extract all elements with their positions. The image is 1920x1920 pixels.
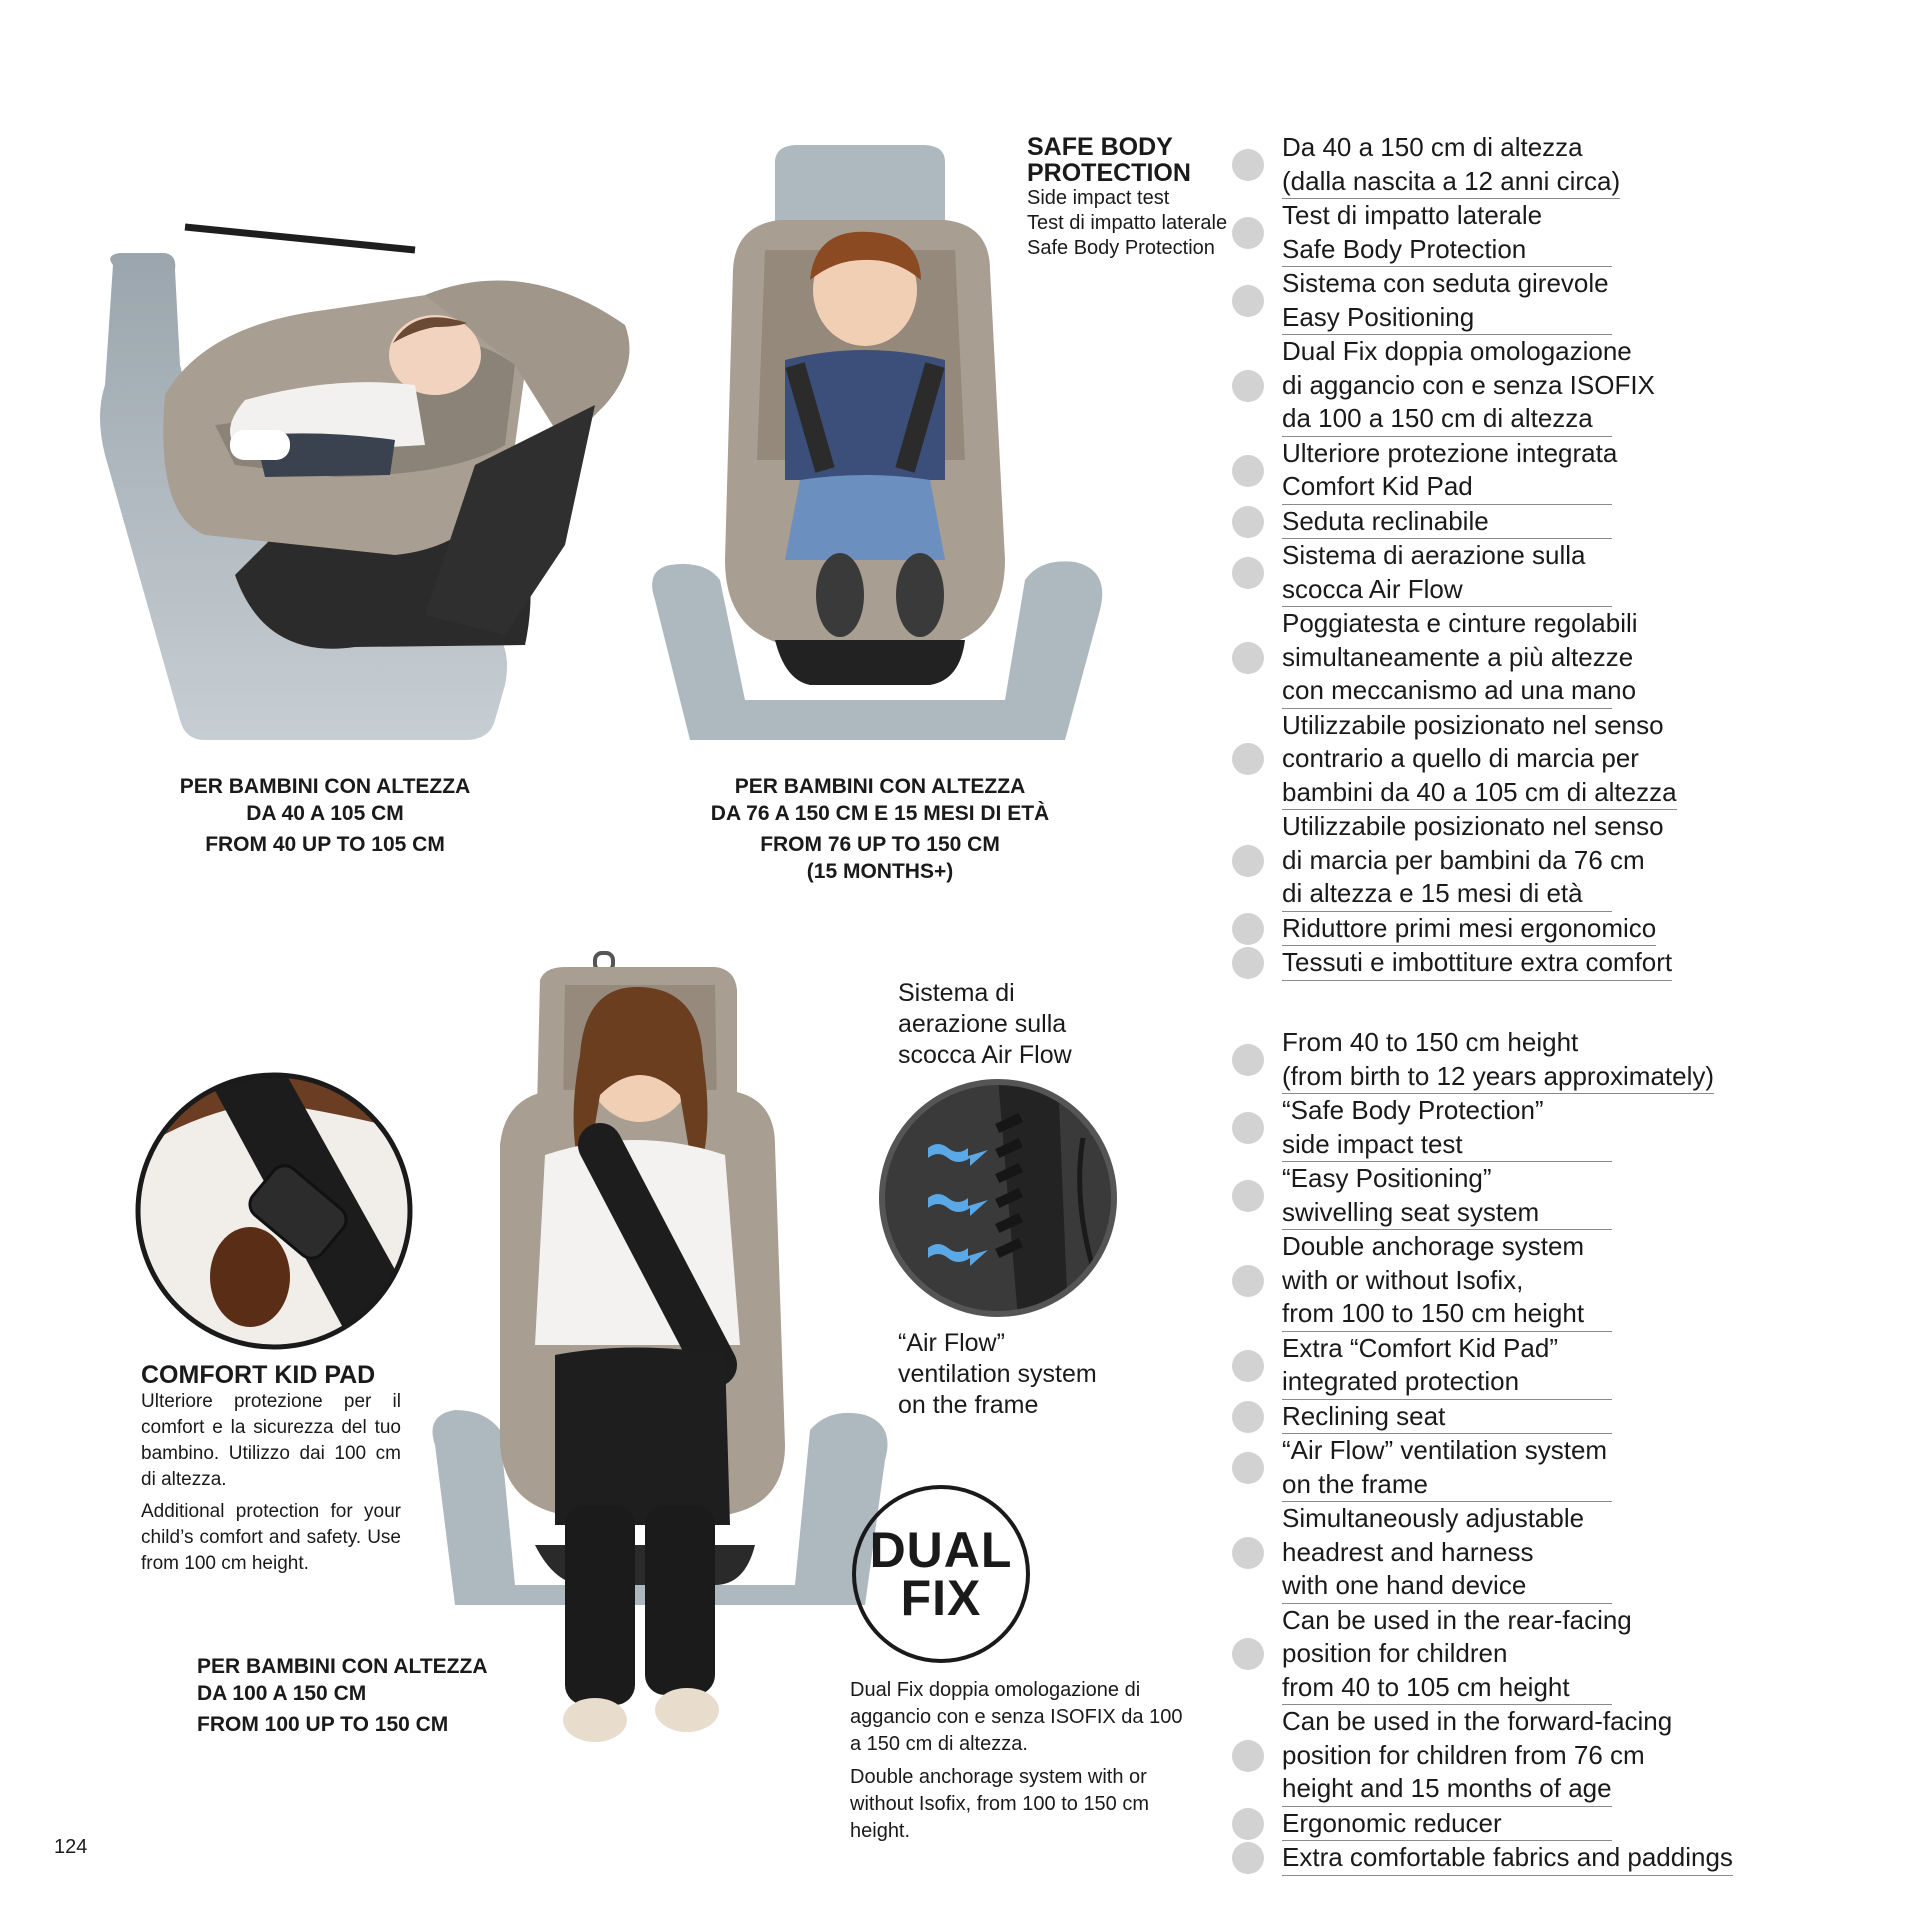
- comfort-kid-pad-photo: [135, 1072, 413, 1350]
- feature-text: Utilizzabile posizionato nel senso: [1282, 811, 1664, 841]
- feature-item: [1282, 1230, 1802, 1332]
- feature-text: (dalla nascita a 12 anni circa): [1282, 165, 1620, 200]
- bullet-dot-icon: [1232, 370, 1264, 402]
- feature-text: on the frame: [1282, 1468, 1612, 1503]
- dual-fix-text-en: Double anchorage system with or without Isofix, from 100 to 150 cm height.: [850, 1766, 1150, 1842]
- comfort-kid-text-it: Ulteriore protezione per il comfort e la sicurezza del tuo bambino. Utilizzo dai 100 cm di altezza.: [141, 1391, 401, 1490]
- feature-text: simultaneamente a più altezze: [1282, 641, 1634, 672]
- caption-booster-line-1: PER BAMBINI CON ALTEZZA: [197, 1655, 488, 1678]
- bullet-dot-icon: [1232, 1537, 1264, 1569]
- feature-item: [1282, 1434, 1802, 1502]
- feature-item: [1282, 1604, 1802, 1706]
- feature-text: Test di impatto laterale: [1282, 200, 1543, 230]
- air-flow-illustration: [878, 1078, 1118, 1318]
- caption-forward-line-4: (15 MONTHS+): [806, 860, 954, 883]
- feature-text: contrario a quello di marcia per: [1282, 743, 1639, 773]
- comfort-kid-title: COMFORT KID PAD: [141, 1361, 376, 1389]
- feature-text: Utilizzabile posizionato nel senso: [1282, 709, 1664, 740]
- feature-text: position for children from 76 cm: [1282, 1739, 1645, 1770]
- bullet-dot-icon: [1232, 217, 1264, 249]
- air-flow-text-en: [898, 1328, 1097, 1421]
- caption-rear-line-2: DA 40 A 105 CM: [246, 802, 404, 825]
- feature-text: Dual Fix doppia omologazione: [1282, 336, 1632, 366]
- caption-forward-line-3: FROM 76 UP TO 150 CM: [760, 833, 1000, 856]
- bullet-dot-icon: [1232, 1350, 1264, 1382]
- feature-item: [1282, 335, 1802, 437]
- bullet-dot-icon: [1232, 1740, 1264, 1772]
- bullet-dot-icon: [1232, 1044, 1264, 1076]
- air-flow-it-line-3: scocca Air Flow: [898, 1041, 1072, 1069]
- bullet-dot-icon: [1232, 947, 1264, 979]
- bullet-dot-icon: [1232, 743, 1264, 775]
- dual-fix-text-block: [850, 1677, 1185, 1845]
- feature-text: From 40 to 150 cm height: [1282, 1027, 1579, 1057]
- booster-seat-photo: [425, 945, 910, 1765]
- feature-text: Ulteriore protezione integrata: [1282, 437, 1618, 468]
- feature-text: side impact test: [1282, 1128, 1612, 1163]
- air-flow-en-line-3: on the frame: [898, 1391, 1039, 1419]
- feature-text: height and 15 months of age: [1282, 1772, 1612, 1807]
- feature-text: “Air Flow” ventilation system: [1282, 1435, 1608, 1465]
- feature-text: Tessuti e imbottiture extra comfort: [1282, 946, 1672, 981]
- bullet-dot-icon: [1232, 1638, 1264, 1670]
- bullet-dot-icon: [1232, 642, 1264, 674]
- bullet-dot-icon: [1232, 913, 1264, 945]
- feature-item: [1282, 1807, 1802, 1842]
- features-list-it: [1282, 131, 1802, 981]
- safe-body-title-2: PROTECTION: [1027, 159, 1191, 187]
- feature-text: Poggiatesta e cinture regolabili: [1282, 608, 1638, 638]
- feature-item: [1282, 437, 1802, 505]
- feature-text: from 40 to 105 cm height: [1282, 1671, 1612, 1706]
- feature-item: [1282, 1094, 1802, 1162]
- feature-text: di marcia per bambini da 76 cm: [1282, 844, 1645, 875]
- feature-text: Sistema di aerazione sulla: [1282, 540, 1586, 570]
- feature-item: [1282, 946, 1802, 981]
- air-flow-en-line-2: ventilation system: [898, 1360, 1097, 1388]
- dual-fix-text-it: Dual Fix doppia omologazione di aggancio con e senza ISOFIX da 100 a 150 cm di altezza.: [850, 1679, 1183, 1755]
- safe-body-line-3: Safe Body Protection: [1027, 237, 1215, 259]
- feature-item: [1282, 131, 1802, 199]
- caption-forward-facing: [690, 773, 1070, 885]
- feature-text: Can be used in the rear-facing: [1282, 1604, 1632, 1635]
- safe-body-line-2: Test di impatto laterale: [1027, 212, 1228, 234]
- feature-item: [1282, 1332, 1802, 1400]
- feature-text: with or without Isofix,: [1282, 1264, 1524, 1295]
- feature-text: with one hand device: [1282, 1569, 1612, 1604]
- bullet-dot-icon: [1232, 506, 1264, 538]
- rear-facing-seat-photo: [95, 215, 655, 755]
- bullet-dot-icon: [1232, 149, 1264, 181]
- caption-booster-line-3: FROM 100 UP TO 150 CM: [197, 1713, 449, 1736]
- bullet-dot-icon: [1232, 1265, 1264, 1297]
- feature-text: Can be used in the forward-facing: [1282, 1706, 1673, 1736]
- air-flow-it-line-1: Sistema di: [898, 979, 1015, 1007]
- dual-fix-badge: [852, 1485, 1030, 1663]
- bullet-dot-icon: [1232, 1452, 1264, 1484]
- comfort-kid-pad-block: [141, 1362, 401, 1577]
- feature-item: [1282, 1841, 1802, 1876]
- page-number: 124: [54, 1836, 88, 1858]
- comfort-kid-text-en: Additional protection for your child’s comfort and safety. Use from 100 cm height.: [141, 1501, 401, 1574]
- feature-text: Easy Positioning: [1282, 301, 1612, 336]
- feature-text: Simultaneously adjustable: [1282, 1503, 1585, 1533]
- feature-item: [1282, 505, 1802, 540]
- safe-body-title-1: SAFE BODY: [1027, 133, 1173, 161]
- safe-body-protection-block: [1027, 134, 1267, 261]
- caption-rear-facing: [160, 773, 490, 858]
- feature-text: Seduta reclinabile: [1282, 505, 1612, 540]
- feature-text: bambini da 40 a 105 cm di altezza: [1282, 776, 1677, 811]
- bullet-dot-icon: [1232, 1112, 1264, 1144]
- feature-text: “Safe Body Protection”: [1282, 1095, 1544, 1125]
- feature-text: from 100 to 150 cm height: [1282, 1297, 1612, 1332]
- feature-item: [1282, 709, 1802, 811]
- features-list-en: [1282, 1026, 1802, 1876]
- caption-rear-line-3: FROM 40 UP TO 105 CM: [205, 833, 445, 856]
- caption-forward-line-1: PER BAMBINI CON ALTEZZA: [734, 775, 1026, 798]
- feature-item: [1282, 1026, 1802, 1094]
- air-flow-text-it: [898, 978, 1072, 1071]
- feature-text: Safe Body Protection: [1282, 233, 1612, 268]
- feature-item: [1282, 1400, 1802, 1435]
- feature-text: swivelling seat system: [1282, 1196, 1612, 1231]
- bullet-dot-icon: [1232, 1842, 1264, 1874]
- feature-text: da 100 a 150 cm di altezza: [1282, 402, 1612, 437]
- feature-text: Extra comfortable fabrics and paddings: [1282, 1841, 1733, 1876]
- feature-text: con meccanismo ad una mano: [1282, 674, 1612, 709]
- feature-item: [1282, 1502, 1802, 1604]
- bullet-dot-icon: [1232, 557, 1264, 589]
- air-flow-it-line-2: aerazione sulla: [898, 1010, 1067, 1038]
- caption-forward-line-2: DA 76 A 150 CM E 15 MESI DI ETÀ: [710, 802, 1050, 825]
- feature-text: di altezza e 15 mesi di età: [1282, 877, 1612, 912]
- feature-item: [1282, 912, 1802, 947]
- feature-text: Da 40 a 150 cm di altezza: [1282, 132, 1583, 162]
- bullet-dot-icon: [1232, 845, 1264, 877]
- feature-item: [1282, 607, 1802, 709]
- feature-item: [1282, 1705, 1802, 1807]
- feature-text: scocca Air Flow: [1282, 573, 1612, 608]
- feature-text: Extra “Comfort Kid Pad”: [1282, 1332, 1558, 1363]
- feature-item: [1282, 539, 1802, 607]
- safe-body-line-1: Side impact test: [1027, 187, 1170, 209]
- feature-text: Riduttore primi mesi ergonomico: [1282, 912, 1656, 947]
- dual-fix-badge-line-2: FIX: [900, 1570, 982, 1626]
- feature-text: integrated protection: [1282, 1365, 1612, 1400]
- feature-text: Ergonomic reducer: [1282, 1807, 1612, 1842]
- feature-text: headrest and harness: [1282, 1536, 1534, 1567]
- air-flow-en-line-1: “Air Flow”: [898, 1329, 1005, 1357]
- caption-rear-line-1: PER BAMBINI CON ALTEZZA: [179, 775, 471, 798]
- feature-text: “Easy Positioning”: [1282, 1163, 1492, 1193]
- feature-text: di aggancio con e senza ISOFIX: [1282, 369, 1655, 400]
- feature-item: [1282, 810, 1802, 912]
- feature-text: Comfort Kid Pad: [1282, 470, 1612, 505]
- dual-fix-badge-line-1: DUAL: [869, 1522, 1013, 1578]
- feature-text: Sistema con seduta girevole: [1282, 268, 1609, 298]
- feature-item: [1282, 1162, 1802, 1230]
- feature-text: Double anchorage system: [1282, 1231, 1585, 1261]
- feature-item: [1282, 267, 1802, 335]
- bullet-dot-icon: [1232, 455, 1264, 487]
- bullet-dot-icon: [1232, 1401, 1264, 1433]
- feature-item: [1282, 199, 1802, 267]
- feature-text: Reclining seat: [1282, 1400, 1612, 1435]
- bullet-dot-icon: [1232, 1180, 1264, 1212]
- feature-text: (from birth to 12 years approximately): [1282, 1060, 1714, 1095]
- feature-text: position for children: [1282, 1638, 1508, 1668]
- caption-booster-line-2: DA 100 A 150 CM: [197, 1682, 367, 1705]
- bullet-dot-icon: [1232, 1808, 1264, 1840]
- caption-booster: [197, 1653, 517, 1738]
- bullet-dot-icon: [1232, 285, 1264, 317]
